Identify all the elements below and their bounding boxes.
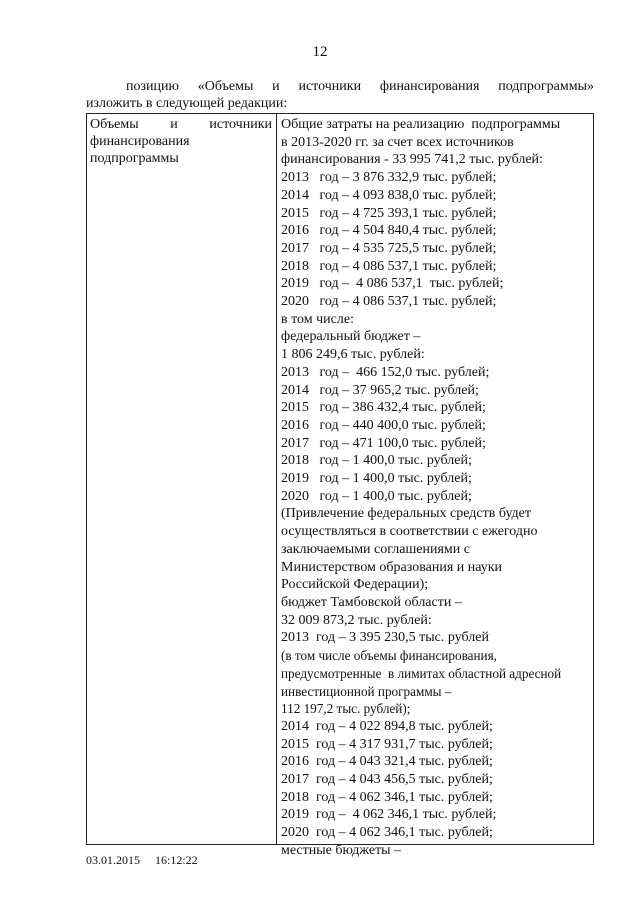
right-cell-line: в 2013-2020 гг. за счет всех источников: [281, 134, 514, 150]
column-divider: [276, 114, 277, 844]
right-cell-line: 2016 год – 440 400,0 тыс. рублей;: [281, 417, 486, 433]
right-cell-line: 2014 год – 4 093 838,0 тыс. рублей;: [281, 187, 497, 203]
right-cell-line: местные бюджеты –: [281, 842, 402, 858]
right-cell-line: Министерством образования и науки: [281, 559, 503, 575]
right-cell-line: 2019 год – 4 086 537,1 тыс. рублей;: [281, 276, 504, 292]
right-cell-line: 2015 год – 386 432,4 тыс. рублей;: [281, 400, 486, 416]
right-cell-line: 2019 год – 4 062 346,1 тыс. рублей;: [281, 807, 497, 823]
right-cell-line: (Привлечение федеральных средств будет: [281, 506, 532, 522]
right-cell-line: 2013 год – 466 152,0 тыс. рублей;: [281, 364, 490, 380]
right-cell-line: 2015 год – 4 725 393,1 тыс. рублей;: [281, 205, 497, 221]
right-cell-line: 2019 год – 1 400,0 тыс. рублей;: [281, 471, 472, 487]
right-cell-line: бюджет Тамбовской области –: [281, 594, 462, 610]
intro-line: позицию «Объемы и источники финансирования подпрограммы»: [126, 79, 594, 94]
page-number: 12: [312, 44, 328, 60]
right-cell-line: 2016 год – 4 504 840,4 тыс. рублей;: [281, 223, 497, 239]
right-cell-line: (в том числе объемы финансирования,: [281, 648, 497, 664]
right-cell-line: 1 806 249,6 тыс. рублей:: [281, 347, 425, 363]
right-cell-line: 2015 год – 4 317 931,7 тыс. рублей;: [281, 736, 493, 752]
right-cell-line: осуществляться в соответствии с ежегодно: [281, 524, 538, 540]
intro-line: изложить в следующей редакции:: [86, 96, 288, 111]
table-left-cell: [90, 116, 272, 167]
right-cell-line: 2020 год – 4 086 537,1 тыс. рублей;: [281, 294, 497, 310]
right-cell-line: 2016 год – 4 043 321,4 тыс. рублей;: [281, 754, 493, 770]
table-right-cell: [281, 116, 591, 860]
right-cell-line: 112 197,2 тыс. рублей);: [281, 701, 411, 717]
footer-timestamp: 03.01.2015 16:12:22: [86, 853, 198, 867]
right-cell-line: федеральный бюджет –: [281, 329, 421, 345]
right-cell-line: Общие затраты на реализацию подпрограммы: [281, 117, 561, 132]
right-cell-line: предусмотренные в лимитах областной адресной: [281, 665, 562, 681]
right-cell-line: заключаемыми соглашениями с: [281, 541, 470, 557]
intro-paragraph: [86, 78, 594, 112]
right-cell-line: 2020 год – 1 400,0 тыс. рублей;: [281, 488, 472, 504]
right-cell-line: 2013 год – 3 876 332,9 тыс. рублей;: [281, 170, 497, 186]
right-cell-line: в том числе:: [281, 311, 354, 327]
right-cell-line: 2014 год – 37 965,2 тыс. рублей;: [281, 382, 479, 398]
right-cell-line: 2017 год – 4 535 725,5 тыс. рублей;: [281, 240, 497, 256]
right-cell-line: 2017 год – 4 043 456,5 тыс. рублей;: [281, 772, 493, 788]
right-cell-line: 2018 год – 1 400,0 тыс. рублей;: [281, 453, 472, 469]
right-cell-line: инвестиционной программы –: [281, 683, 452, 699]
right-cell-line: 2018 год – 4 062 346,1 тыс. рублей;: [281, 789, 493, 805]
right-cell-line: Российской Федерации);: [281, 577, 429, 593]
right-cell-line: 2017 год – 471 100,0 тыс. рублей;: [281, 435, 486, 451]
left-cell-line: подпрограммы: [90, 151, 179, 166]
right-cell-line: 2018 год – 4 086 537,1 тыс. рублей;: [281, 258, 497, 274]
right-cell-line: 2020 год – 4 062 346,1 тыс. рублей;: [281, 825, 493, 841]
right-cell-line: 2014 год – 4 022 894,8 тыс. рублей;: [281, 718, 493, 734]
right-cell-line: финансирования - 33 995 741,2 тыс. рублей:: [281, 152, 543, 168]
left-cell-line: Объемы и источники: [90, 117, 272, 132]
left-cell-line: финансирования: [90, 134, 190, 149]
right-cell-line: 32 009 873,2 тыс. рублей:: [281, 612, 432, 628]
funding-table: [86, 113, 594, 858]
right-cell-line: 2013 год – 3 395 230,5 тыс. рублей: [281, 630, 489, 646]
